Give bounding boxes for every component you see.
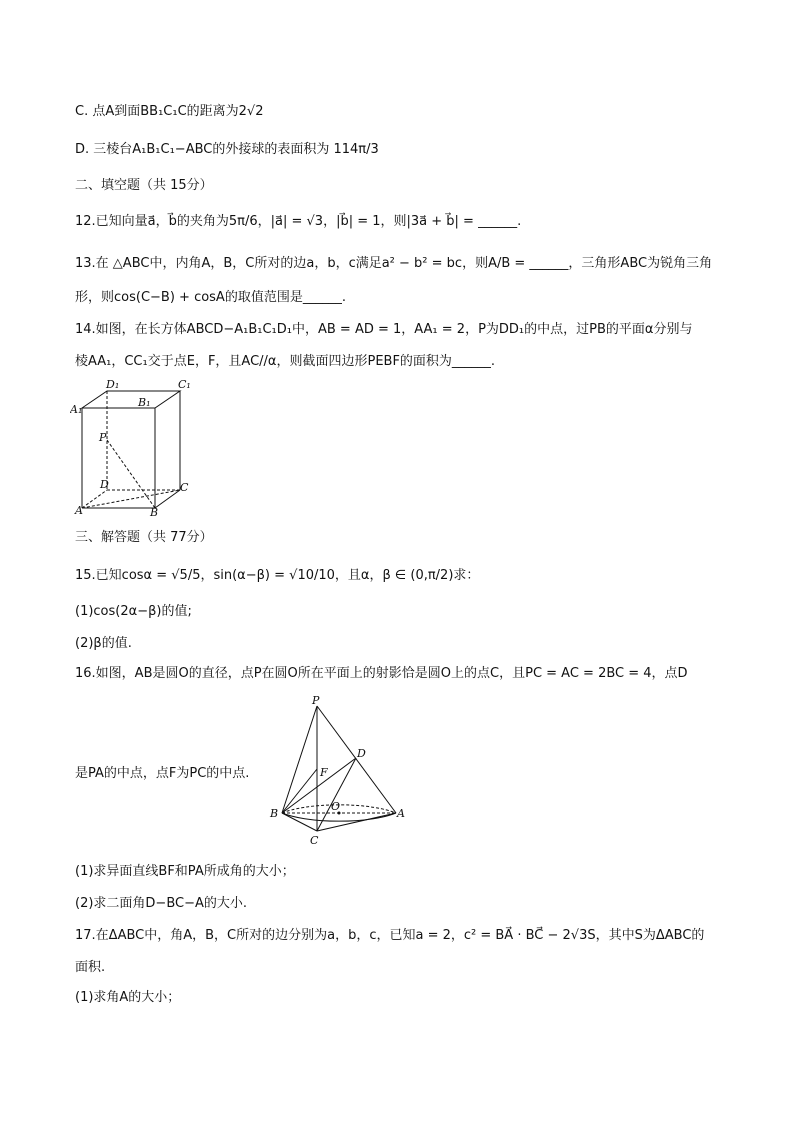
- label-C1: C₁: [178, 378, 191, 391]
- question-13-line1: 13.在 △ABC中，内角A，B，C所对的边a，b，c满足a² − b² = bc，则A/B = ______，三角形ABC为锐角三角: [75, 256, 713, 271]
- label-D: D: [357, 747, 366, 760]
- question-16-part2: (2)求二面角D−BC−A的大小.: [75, 896, 248, 911]
- label-C: C: [310, 834, 319, 847]
- label-B: B: [270, 807, 279, 820]
- question-17-line2: 面积.: [75, 960, 106, 975]
- question-16-line2: 是PA的中点，点F为PC的中点.: [75, 766, 250, 781]
- label-B1: B₁: [138, 396, 151, 409]
- question-16-part1: (1)求异面直线BF和PA所成角的大小；: [75, 864, 295, 879]
- label-A: A: [75, 504, 83, 517]
- label-C: C: [180, 481, 189, 494]
- label-D1: D₁: [106, 378, 120, 391]
- option-c: C. 点A到面BB₁C₁C的距离为2√2: [75, 104, 264, 119]
- label-A1: A₁: [70, 403, 83, 416]
- label-D: D: [100, 478, 109, 491]
- question-17-part1: (1)求角A的大小；: [75, 990, 181, 1005]
- label-A: A: [397, 807, 405, 820]
- figure-cone: [264, 694, 414, 850]
- figure-cuboid: [70, 378, 200, 518]
- section-answer-heading: 三、解答题（共 77分）: [75, 530, 213, 545]
- question-14-line2: 棱AA₁，CC₁交于点E，F，且AC//α，则截面四边形PEBF的面积为______.: [75, 354, 496, 369]
- question-13-line2: 形，则cos(C−B) + cosA的取值范围是______.: [75, 290, 346, 305]
- question-14-line1: 14.如图，在长方体ABCD−A₁B₁C₁D₁中，AB = AD = 1，AA₁ = 2，P为DD₁的中点，过PB的平面α分别与: [75, 322, 693, 337]
- question-17-line1: 17.在ΔABC中，角A，B，C所对的边分别为a，b，c，已知a = 2，c² = BA⃗ · BC⃗ − 2√3S，其中S为ΔABC的: [75, 928, 705, 943]
- label-P: P: [99, 431, 107, 444]
- question-15-part2: (2)β的值.: [75, 636, 132, 651]
- label-P: P: [312, 694, 320, 707]
- question-15: 15.已知cosα = √5/5，sin(α−β) = √10/10，且α，β ∈ (0,π/2)求：: [75, 568, 480, 583]
- question-12: 12.已知向量a⃗，b⃗的夹角为5π/6，|a⃗| = √3，|b⃗| = 1，则|3a⃗ + b⃗| = ______.: [75, 214, 522, 229]
- label-B: B: [150, 506, 159, 518]
- label-O: O: [331, 800, 341, 813]
- option-d: D. 三棱台A₁B₁C₁−ABC的外接球的表面积为 114π/3: [75, 142, 379, 157]
- section-fill-in-heading: 二、填空题（共 15分）: [75, 178, 213, 193]
- question-15-part1: (1)cos(2α−β)的值;: [75, 604, 192, 619]
- label-F: F: [320, 766, 328, 779]
- question-16-line1: 16.如图，AB是圆O的直径，点P在圆O所在平面上的射影恰是圆O上的点C，且PC = AC = 2BC = 4，点D: [75, 666, 688, 681]
